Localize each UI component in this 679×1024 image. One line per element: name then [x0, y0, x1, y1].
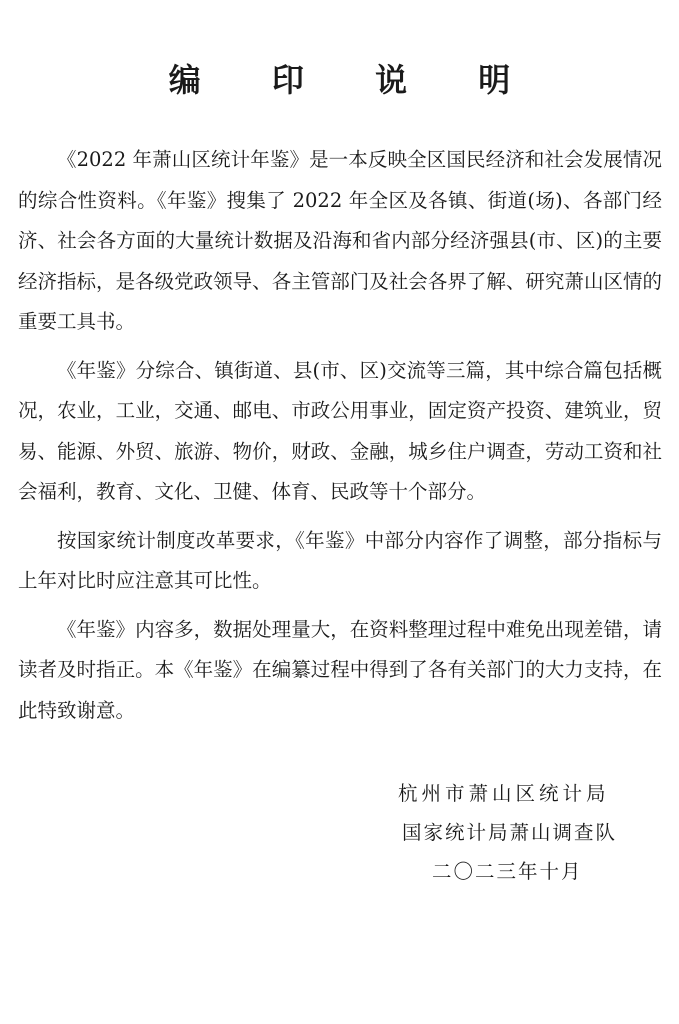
preface-body: [18, 140, 662, 739]
paragraph-4: 《年鉴》内容多，数据处理量大，在资料整理过程中难免出现差错，请读者及时指正。本《年鉴》在编纂过程中得到了各有关部门的大力支持，在此特致谢意。: [18, 617, 662, 722]
paragraph-1: 《2022 年萧山区统计年鉴》是一本反映全区国民经济和社会发展情况的综合性资料。《年鉴》搜集了 2022 年全区及各镇、街道(场)、各部门经济、社会各方面的大量统计数据及沿海和省内部分经济强县(市、区)的主要经济指标，是各级党政领导、各主管部门及社会各界了解、研究萧山区情的重要工具书。: [18, 148, 662, 333]
signature-block: [380, 774, 640, 891]
paragraph-3: 按国家统计制度改革要求，《年鉴》中部分内容作了调整，部分指标与上年对比时应注意其可比性。: [18, 528, 662, 592]
paragraph-2: 《年鉴》分综合、镇街道、县(市、区)交流等三篇，其中综合篇包括概况，农业，工业，交通、邮电、市政公用事业，固定资产投资、建筑业，贸易、能源、外贸、旅游、物价，财政、金融，城乡住户调查，劳动工资和社会福利，教育、文化、卫健、体育、民政等十个部分。: [18, 358, 662, 503]
signature-date: 二〇二三年十月: [432, 860, 583, 883]
page-title: 编 印 说 明: [168, 61, 541, 99]
signature-org-2: 国家统计局萧山调查队: [402, 821, 618, 844]
signature-org-1: 杭州市萧山区统计局: [398, 782, 610, 805]
